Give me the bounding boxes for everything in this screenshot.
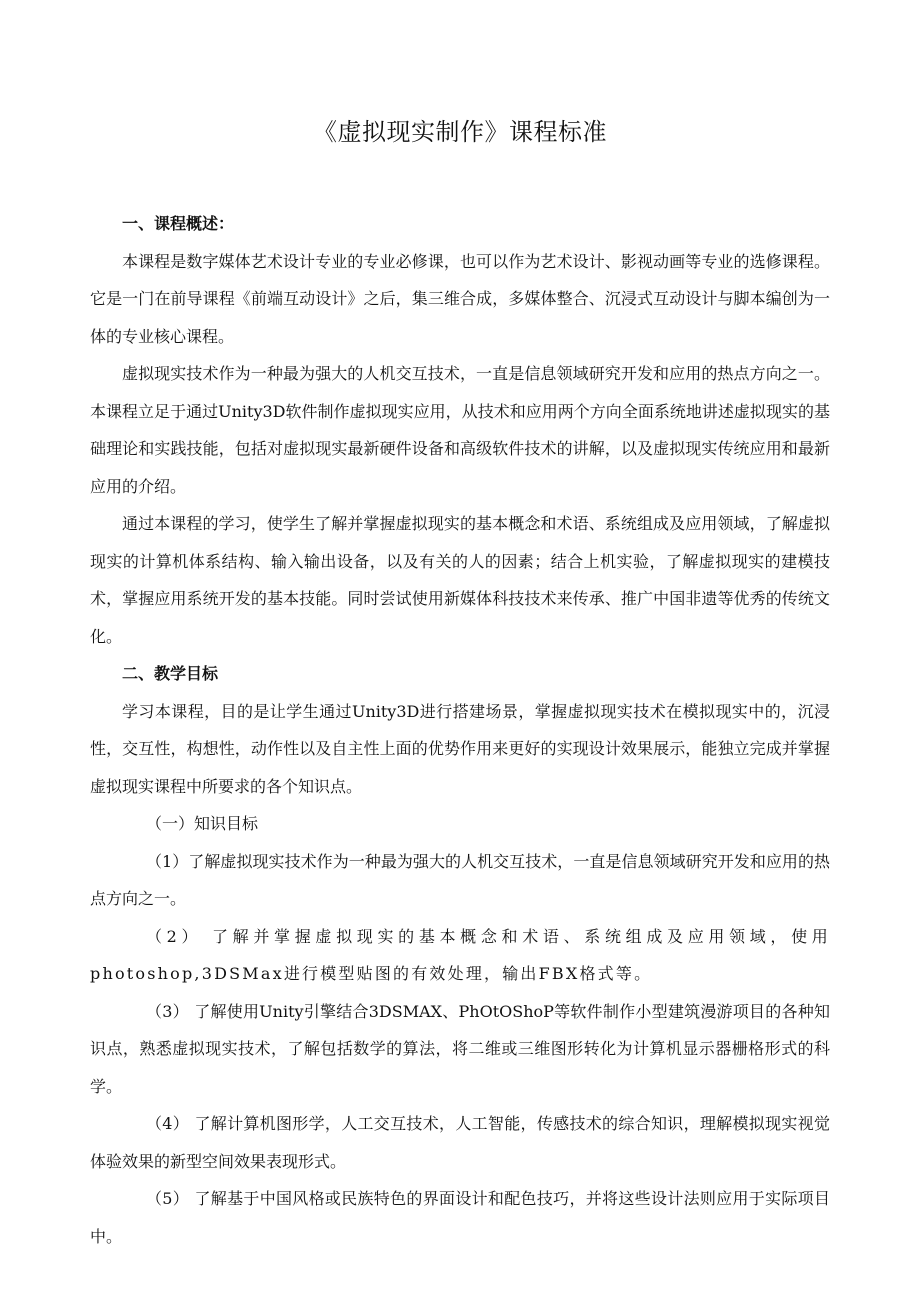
subsection-heading-knowledge: （一）知识目标 xyxy=(146,814,259,833)
knowledge-item-2: （2） 了解并掌握虚拟现实的基本概念和术语、系统组成及应用领域，使用photoshop,3DSMax进行模型贴图的有效处理，输出FBX格式等。 xyxy=(90,926,830,983)
knowledge-item-1: （1）了解虚拟现实技术作为一种最为强大的人机交互技术，一直是信息领域研究开发和应用的热点方向之一。 xyxy=(90,851,830,908)
knowledge-item-3: （3） 了解使用Unity引擎结合3DSMAX、PhOtOShoP等软件制作小型建筑漫游项目的各种知识点，熟悉虚拟现实技术，了解包括数学的算法，将二维或三维图形转化为计算机显示器栅格形式的科学。 xyxy=(90,1001,830,1096)
overview-paragraph-1: 本课程是数字媒体艺术设计专业的专业必修课，也可以作为艺术设计、影视动画等专业的选修课程。它是一门在前导课程《前端互动设计》之后，集三维合成，多媒体整合、沉浸式互动设计与脚本编创为一体的专业核心课程。 xyxy=(90,251,830,346)
knowledge-item-5: （5） 了解基于中国风格或民族特色的界面设计和配色技巧，并将这些设计法则应用于实际项目中。 xyxy=(90,1189,830,1246)
section-heading-overview: 一、课程概述： xyxy=(122,214,235,233)
overview-paragraph-2: 虚拟现实技术作为一种最为强大的人机交互技术，一直是信息领域研究开发和应用的热点方向之一。本课程立足于通过Unity3D软件制作虚拟现实应用，从技术和应用两个方向全面系统地讲述虚拟现实的基础理论和实践技能，包括对虚拟现实最新硬件设备和高级软件技术的讲解，以及虚拟现实传统应用和最新应用的介绍。 xyxy=(90,364,830,496)
document-title: 《虚拟现实制作》课程标准 xyxy=(313,118,607,146)
objectives-paragraph-1: 学习本课程，目的是让学生通过Unity3D进行搭建场景，掌握虚拟现实技术在模拟现实中的，沉浸性，交互性，构想性，动作性以及自主性上面的优势作用来更好的实现设计效果展示，能独立完成并掌握虚拟现实课程中所要求的各个知识点。 xyxy=(90,701,830,796)
section-heading-objectives: 二、教学目标 xyxy=(122,664,219,683)
overview-paragraph-3: 通过本课程的学习，使学生了解并掌握虚拟现实的基本概念和术语、系统组成及应用领域，了解虚拟现实的计算机体系结构、输入输出设备，以及有关的人的因素；结合上机实验，了解虚拟现实的建模技术，掌握应用系统开发的基本技能。同时尝试使用新媒体科技技术来传承、推广中国非遗等优秀的传统文化。 xyxy=(90,514,830,646)
knowledge-item-4: （4） 了解计算机图形学，人工交互技术，人工智能，传感技术的综合知识，理解模拟现实视觉体验效果的新型空间效果表现形式。 xyxy=(90,1114,830,1171)
document-body xyxy=(90,205,830,1255)
